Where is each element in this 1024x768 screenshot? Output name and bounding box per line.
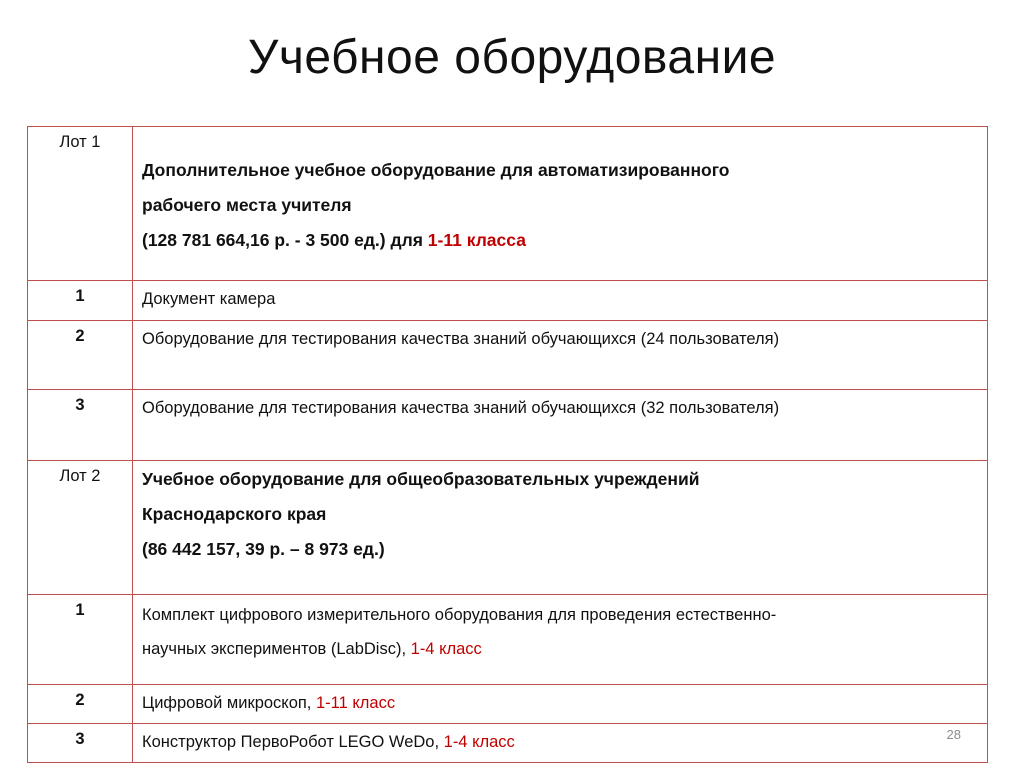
item-description: Оборудование для тестирования качества знаний обучающихся (32 пользователя) [133, 390, 988, 461]
item-text: Конструктор ПервоРобот LEGO WeDo, [142, 733, 444, 751]
table-row [28, 724, 988, 763]
table-row [28, 321, 988, 390]
lot-summary [142, 223, 979, 258]
lot-title-line: Краснодарского края [142, 504, 327, 524]
lot-label: Лот 2 [28, 461, 133, 595]
page-number: 28 [946, 727, 961, 742]
table-row [28, 390, 988, 461]
item-description: Оборудование для тестирования качества знаний обучающихся (24 пользователя) [133, 321, 988, 390]
slide-title: Учебное оборудование [247, 31, 777, 84]
item-description [133, 685, 988, 724]
item-number: 3 [28, 724, 133, 763]
lot-title-line: Учебное оборудование для общеобразовательных учреждений [142, 469, 700, 489]
lot-summary-text: (128 781 664,16 р. - 3 500 ед.) для [142, 230, 428, 250]
item-text-line [142, 632, 979, 666]
table-row [28, 461, 988, 595]
table-row [28, 127, 988, 281]
item-number: 2 [28, 321, 133, 390]
equipment-table [27, 126, 988, 763]
table-row [28, 281, 988, 321]
lot-grade: 1-11 класса [427, 230, 526, 250]
lot-description [133, 461, 988, 595]
lot-label: Лот 1 [28, 127, 133, 281]
item-number: 3 [28, 390, 133, 461]
item-grade: 1-4 класс [443, 733, 515, 751]
item-grade: 1-4 класс [410, 640, 482, 658]
table-row [28, 595, 988, 685]
item-text: научных экспериментов (LabDisc), [142, 640, 411, 658]
item-grade: 1-11 класс [315, 694, 396, 712]
item-number: 1 [28, 281, 133, 321]
item-number: 2 [28, 685, 133, 724]
item-number: 1 [28, 595, 133, 685]
item-description [133, 724, 988, 763]
item-text: Цифровой микроскоп, [142, 694, 316, 712]
lot-description [133, 127, 988, 281]
table-row [28, 685, 988, 724]
lot-title-line: рабочего места учителя [142, 195, 352, 215]
item-description [133, 595, 988, 685]
item-text-line: Комплект цифрового измерительного оборудования для проведения естественно- [142, 606, 777, 624]
lot-title-line: Дополнительное учебное оборудование для автоматизированного [142, 160, 730, 180]
item-description: Документ камера [133, 281, 988, 321]
lot-summary: (86 442 157, 39 р. – 8 973 ед.) [142, 539, 385, 559]
